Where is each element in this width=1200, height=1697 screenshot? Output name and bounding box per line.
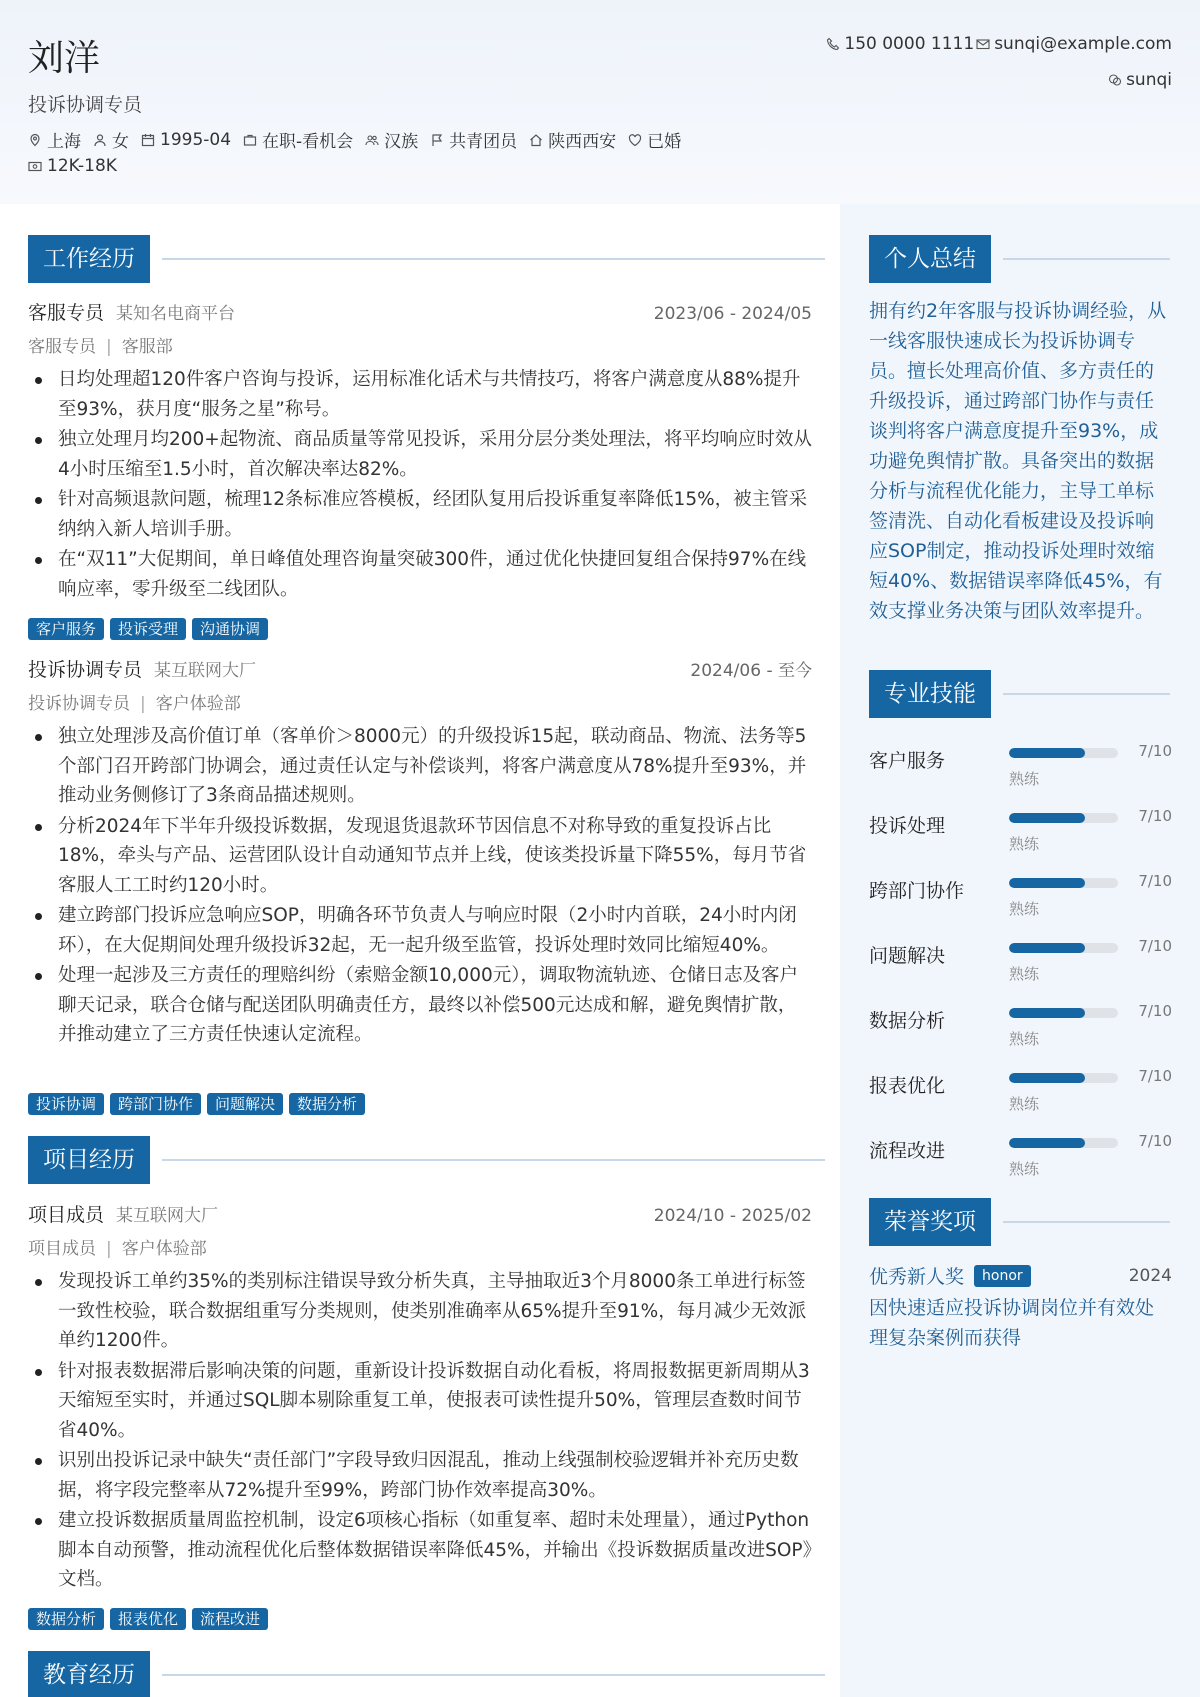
skill-bar — [1009, 1008, 1118, 1018]
skill-bar-fill — [1009, 943, 1085, 953]
job-company: 某互联网大厂 — [154, 661, 257, 681]
project-header — [28, 1200, 812, 1227]
project-bullets — [28, 1267, 814, 1596]
list-item: 建立跨部门投诉应急响应SOP，明确各环节负责人与响应时限（2小时内首联，24小时内闭环），在大促期间处理升级投诉32起，无一起升级至监管，投诉处理时效同比缩短40%。 — [28, 901, 814, 960]
skill-level: 熟练 — [1009, 1160, 1040, 1178]
section-divider — [1003, 693, 1170, 695]
info-city: 上海 — [28, 127, 81, 152]
list-item: 在“双11”大促期间，单日峰值处理咨询量突破300件，通过优化快捷回复组合保持97%在线响应率，零升级至二线团队。 — [28, 545, 814, 604]
skill-level: 熟练 — [1009, 835, 1040, 853]
list-item: 日均处理超120件客户咨询与投诉，运用标准化话术与共情技巧，将客户满意度从88%提升至93%，获月度“服务之星”称号。 — [28, 365, 814, 424]
list-item: 针对报表数据滞后影响决策的问题，重新设计投诉数据自动化看板，将周报数据更新周期从3天缩短至实时，并通过SQL脚本剔除重复工单，使报表可读性提升50%，管理层查数时间节省40%。 — [28, 1357, 814, 1446]
section-awards — [869, 1198, 1170, 1246]
tag: 流程改进 — [192, 1608, 268, 1630]
heart-icon — [628, 133, 642, 147]
wechat-icon — [1108, 73, 1122, 87]
award-description: 因快速适应投诉协调岗位并有效处理复杂案例而获得 — [869, 1297, 1155, 1349]
section-title: 项目经历 — [28, 1136, 150, 1184]
section-divider — [1003, 258, 1170, 260]
contact-row — [826, 34, 1172, 54]
section-skills — [869, 670, 1170, 718]
section-summary — [869, 235, 1170, 283]
contact-wechat[interactable]: sunqi — [1126, 70, 1172, 90]
skill-item — [869, 866, 1172, 926]
info-gender: 女 — [93, 127, 129, 152]
job-tags — [28, 618, 274, 640]
list-item: 识别出投诉记录中缺失“责任部门”字段导致归因混乱，推动上线强制校验逻辑并补充历史数据，将字段完整率从72%提升至99%，跨部门协作效率提高30%。 — [28, 1446, 814, 1505]
resume-header — [0, 0, 1200, 204]
section-work — [28, 235, 825, 283]
skill-item — [869, 1061, 1172, 1121]
skill-bar — [1009, 813, 1118, 823]
list-item: 分析2024年下半年升级投诉数据，发现退货退款环节因信息不对称导致的重复投诉占比18%，牵头与产品、运营团队设计自动通知节点并上线，使该类投诉量下降55%，每月节省客服人工工时约120小时。 — [28, 812, 814, 901]
salary-row — [28, 156, 129, 176]
job-company: 某知名电商平台 — [116, 304, 236, 324]
skill-name: 流程改进 — [869, 1140, 946, 1162]
info-salary: 12K-18K — [28, 156, 117, 176]
section-divider — [162, 1159, 825, 1161]
skill-level: 熟练 — [1009, 1095, 1040, 1113]
skill-bar — [1009, 1138, 1118, 1148]
tag: 报表优化 — [110, 1608, 186, 1630]
skill-name: 投诉处理 — [869, 815, 946, 837]
section-education — [28, 1651, 825, 1697]
job-subline: 客服专员 | 客服部 — [28, 337, 173, 357]
job-date: 2023/06 - 2024/05 — [653, 304, 812, 324]
project-role: 项目成员 — [28, 1204, 105, 1226]
person-icon — [93, 133, 107, 147]
skill-score: 7/10 — [1138, 807, 1172, 825]
job-header — [28, 655, 812, 682]
skill-item — [869, 736, 1172, 796]
skill-bar-fill — [1009, 813, 1085, 823]
group-icon — [365, 133, 379, 147]
list-item: 处理一起涉及三方责任的理赔纠纷（索赔金额10,000元），调取物流轨迹、仓储日志及客户聊天记录，联合仓储与配送团队明确责任方，最终以补偿500元达成和解，避免舆情扩散，并推动建立了三方责任快速认定流程。 — [28, 961, 814, 1050]
skill-bar-fill — [1009, 1008, 1085, 1018]
phone-icon — [826, 37, 840, 51]
location-icon — [28, 133, 42, 147]
skill-score: 7/10 — [1138, 1002, 1172, 1020]
contact-phone[interactable]: 150 0000 1111 — [844, 34, 975, 54]
skill-name: 跨部门协作 — [869, 880, 965, 902]
skill-score: 7/10 — [1138, 1067, 1172, 1085]
job-bullets — [28, 722, 814, 1051]
skill-score: 7/10 — [1138, 1132, 1172, 1150]
project-tags — [28, 1608, 274, 1630]
job-date: 2024/06 - 至今 — [690, 661, 812, 681]
skill-score: 7/10 — [1138, 742, 1172, 760]
tag: 投诉受理 — [110, 618, 186, 640]
skill-score: 7/10 — [1138, 872, 1172, 890]
section-title: 工作经历 — [28, 235, 150, 283]
skill-bar-fill — [1009, 1138, 1085, 1148]
project-date: 2024/10 - 2025/02 — [653, 1206, 812, 1226]
tag: 数据分析 — [289, 1093, 365, 1115]
info-birth: 1995-04 — [141, 130, 231, 150]
award-badge: honor — [974, 1265, 1031, 1287]
list-item: 针对高频退款问题，梳理12条标准应答模板，经团队复用后投诉重复率降低15%，被主管采纳纳入新人培训手册。 — [28, 485, 814, 544]
summary-text: 拥有约2年客服与投诉协调经验，从一线客服快速成长为投诉协调专员。擅长处理高价值、多方责任的升级投诉，通过跨部门协作与责任谈判将客户满意度提升至93%，成功避免舆情扩散。具备突出的数据分析与流程优化能力，主导工单标签清洗、自动化看板建设及投诉响应SOP制定，推动投诉处理时效缩短40%、数据错误率降低45%，有效支撑业务决策与团队效率提升。 — [869, 300, 1167, 622]
section-project — [28, 1136, 825, 1184]
project-company: 某互联网大厂 — [116, 1206, 219, 1226]
briefcase-icon — [243, 133, 257, 147]
section-title: 个人总结 — [869, 235, 991, 283]
skill-bar — [1009, 943, 1118, 953]
section-title: 专业技能 — [869, 670, 991, 718]
skill-level: 熟练 — [1009, 900, 1040, 918]
skill-name: 数据分析 — [869, 1010, 946, 1032]
skill-level: 熟练 — [1009, 965, 1040, 983]
skill-level: 熟练 — [1009, 770, 1040, 788]
wechat-row — [1108, 70, 1172, 90]
tag: 客户服务 — [28, 618, 104, 640]
list-item: 发现投诉工单约35%的类别标注错误导致分析失真，主导抽取近3个月8000条工单进行标签一致性校验，联合数据组重写分类规则，使类别准确率从65%提升至91%，每月减少无效派单约1200件。 — [28, 1267, 814, 1356]
candidate-title: 投诉协调专员 — [28, 94, 143, 116]
list-item: 独立处理涉及高价值订单（客单价＞8000元）的升级投诉15起，联动商品、物流、法务等5个部门召开跨部门协调会，通过责任认定与补偿谈判，将客户满意度从78%提升至93%，并推动业务侧修订了3条商品描述规则。 — [28, 722, 814, 811]
money-icon — [28, 159, 42, 173]
skill-name: 客户服务 — [869, 750, 946, 772]
skill-bar — [1009, 878, 1118, 888]
skill-name: 报表优化 — [869, 1075, 946, 1097]
award-year: 2024 — [1128, 1265, 1172, 1286]
info-marital: 已婚 — [628, 127, 681, 152]
skill-bar-fill — [1009, 748, 1085, 758]
skill-bar — [1009, 748, 1118, 758]
info-politics: 共青团员 — [430, 127, 517, 152]
info-ethnicity: 汉族 — [365, 127, 418, 152]
skill-item — [869, 801, 1172, 861]
home-icon — [529, 133, 543, 147]
tag: 投诉协调 — [28, 1093, 104, 1115]
mail-icon — [976, 37, 990, 51]
list-item: 建立投诉数据质量周监控机制，设定6项核心指标（如重复率、超时未处理量），通过Python脚本自动预警，推动流程优化后整体数据错误率降低45%，并输出《投诉数据质量改进SOP》文档。 — [28, 1506, 814, 1595]
calendar-icon — [141, 133, 155, 147]
basic-info-row — [28, 127, 693, 152]
section-title: 教育经历 — [28, 1651, 150, 1697]
skill-item — [869, 996, 1172, 1056]
list-item: 独立处理月均200+起物流、商品质量等常见投诉，采用分层分类处理法，将平均响应时效从4小时压缩至1.5小时，首次解决率达82%。 — [28, 425, 814, 484]
info-hometown: 陕西西安 — [529, 127, 616, 152]
tag: 问题解决 — [207, 1093, 283, 1115]
job-role: 投诉协调专员 — [28, 659, 143, 681]
section-divider — [1003, 1221, 1170, 1223]
job-header — [28, 298, 812, 325]
tag: 跨部门协作 — [110, 1093, 201, 1115]
award-item — [869, 1262, 1172, 1289]
section-divider — [162, 258, 825, 260]
tag: 沟通协调 — [192, 618, 268, 640]
skill-bar — [1009, 1073, 1118, 1083]
skill-item — [869, 1126, 1172, 1186]
skill-name: 问题解决 — [869, 945, 946, 967]
skill-item — [869, 931, 1172, 991]
section-title: 荣誉奖项 — [869, 1198, 991, 1246]
info-status: 在职-看机会 — [243, 127, 353, 152]
candidate-name: 刘洋 — [28, 38, 101, 79]
skill-bar-fill — [1009, 878, 1085, 888]
flag-icon — [430, 133, 444, 147]
contact-email[interactable]: sunqi@example.com — [994, 34, 1172, 54]
skill-bar-fill — [1009, 1073, 1085, 1083]
skill-score: 7/10 — [1138, 937, 1172, 955]
job-subline: 投诉协调专员 | 客户体验部 — [28, 694, 241, 714]
tag: 数据分析 — [28, 1608, 104, 1630]
job-bullets — [28, 365, 814, 605]
job-role: 客服专员 — [28, 302, 105, 324]
award-name: 优秀新人奖 — [869, 1266, 965, 1288]
project-subline: 项目成员 | 客户体验部 — [28, 1239, 207, 1259]
skill-level: 熟练 — [1009, 1030, 1040, 1048]
section-divider — [162, 1674, 825, 1676]
job-tags — [28, 1093, 371, 1115]
